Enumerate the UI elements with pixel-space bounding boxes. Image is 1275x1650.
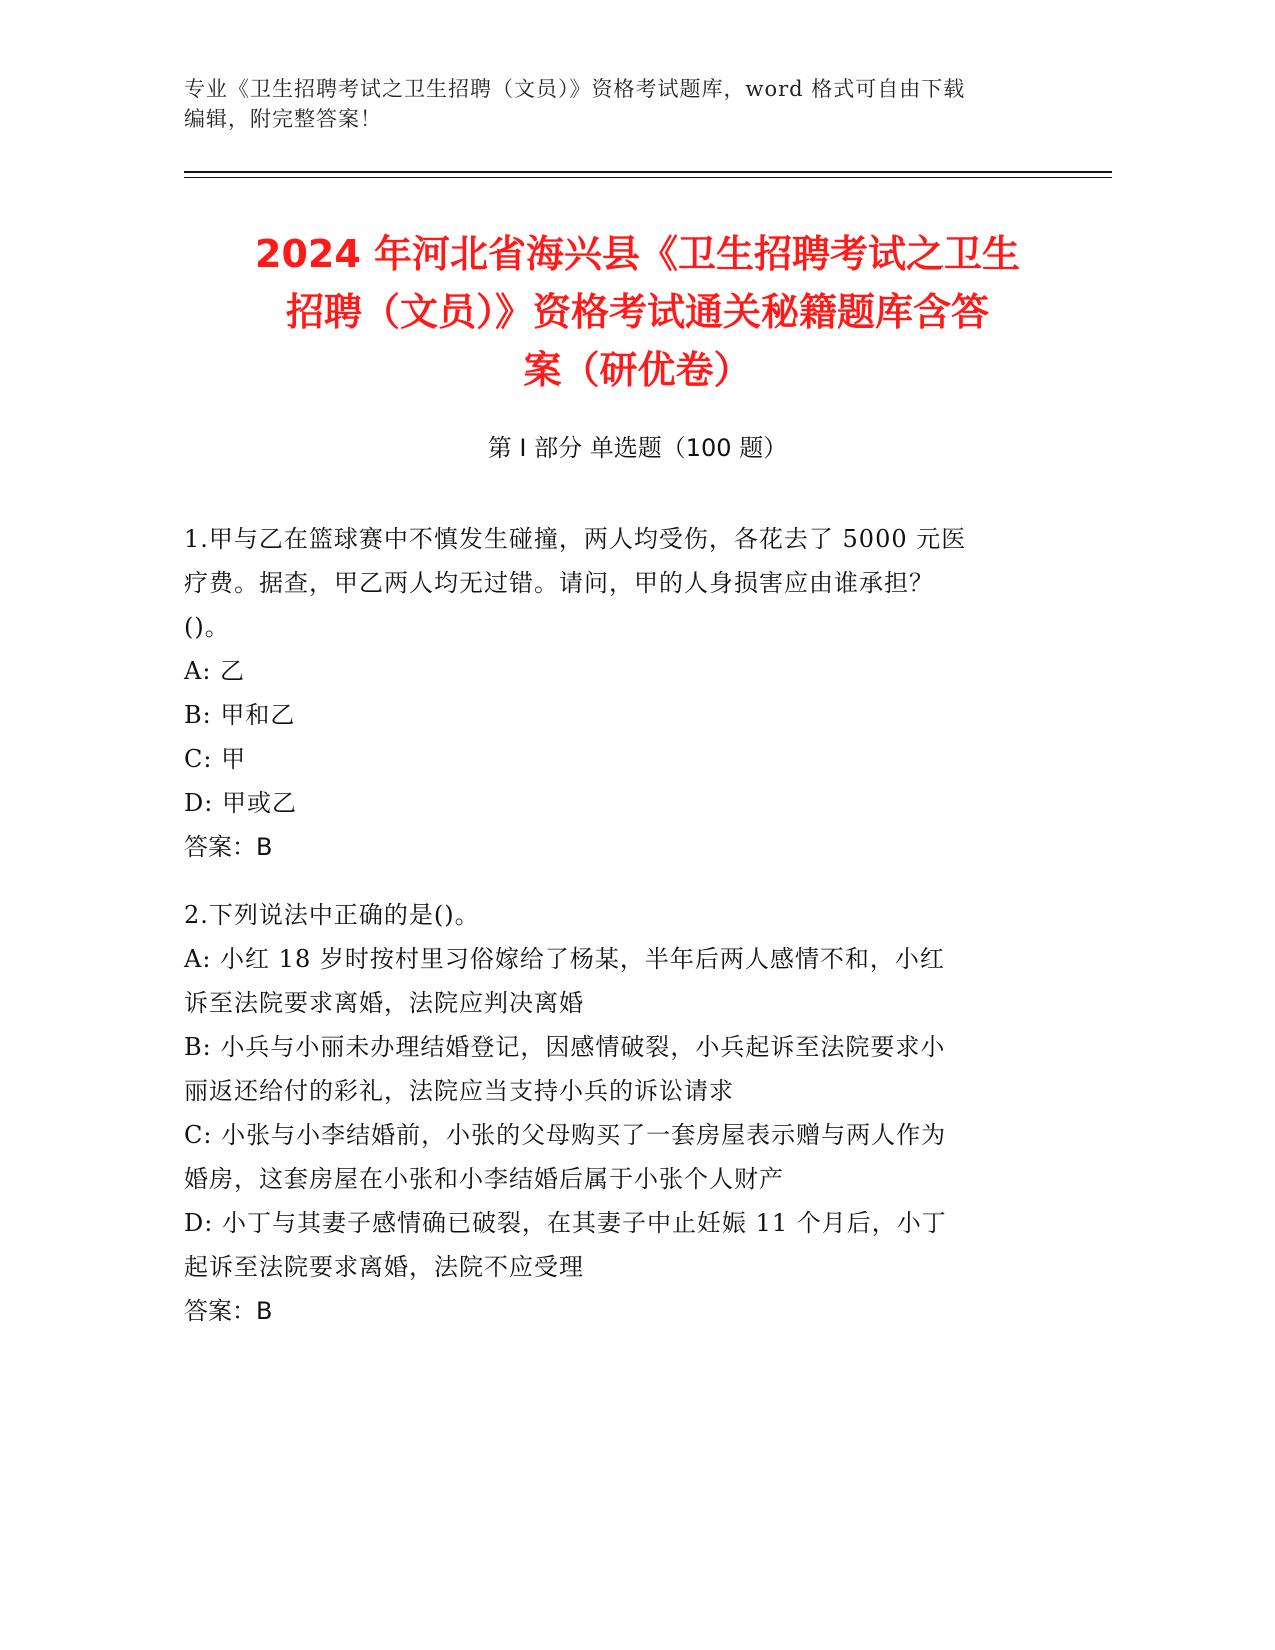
question-2 (184, 893, 1064, 1333)
document-title-line: 2024 年河北省海兴县《卫生招聘考试之卫生 (255, 232, 1020, 276)
option-d-continued: 起诉至法院要求离婚，法院不应受理 (184, 1253, 584, 1281)
option-b: B: 甲和乙 (184, 701, 296, 729)
header-note (184, 74, 1064, 134)
option-d: D: 甲或乙 (184, 789, 297, 817)
question-stem-line: 2.下列说法中正确的是()。 (184, 901, 480, 929)
option-d: D: 小丁与其妻子感情确已破裂，在其妻子中止妊娠 11 个月后，小丁 (184, 1209, 947, 1237)
document-title-line: 招聘（文员）》资格考试通关秘籍题库含答 (285, 290, 989, 334)
option-c: C: 甲 (184, 745, 247, 773)
option-b-continued: 丽返还给付的彩礼，法院应当支持小兵的诉讼请求 (184, 1077, 734, 1105)
answer-label: 答案：B (184, 1297, 273, 1325)
question-stem-line: 疗费。据查，甲乙两人均无过错。请问，甲的人身损害应由谁承担？ (184, 569, 934, 597)
header-divider-thin (184, 177, 1112, 178)
answer-label: 答案：B (184, 833, 273, 861)
option-c: C: 小张与小李结婚前，小张的父母购买了一套房屋表示赠与两人作为 (184, 1121, 947, 1149)
option-b: B: 小兵与小丽未办理结婚登记，因感情破裂，小兵起诉至法院要求小 (184, 1033, 946, 1061)
header-divider-thick (184, 171, 1112, 173)
option-a: A: 小红 18 岁时按村里习俗嫁给了杨某，半年后两人感情不和，小红 (184, 945, 945, 973)
option-a-continued: 诉至法院要求离婚，法院应判决离婚 (184, 989, 584, 1017)
question-1 (184, 517, 1064, 869)
section-heading: 第 I 部分 单选题（100 题） (487, 434, 788, 462)
option-a: A: 乙 (184, 657, 246, 685)
header-note-line: 编辑，附完整答案！ (184, 107, 382, 131)
document-title-line: 案（研优卷） (523, 348, 752, 392)
document-title (150, 225, 1125, 399)
option-c-continued: 婚房，这套房屋在小张和小李结婚后属于小张个人财产 (184, 1165, 784, 1193)
header-note-line: 专业《卫生招聘考试之卫生招聘（文员）》资格考试题库，word 格式可自由下载 (184, 77, 966, 101)
question-stem-line: 1.甲与乙在篮球赛中不慎发生碰撞，两人均受伤，各花去了 5000 元医 (184, 525, 967, 553)
question-stem-line: ()。 (184, 613, 230, 641)
